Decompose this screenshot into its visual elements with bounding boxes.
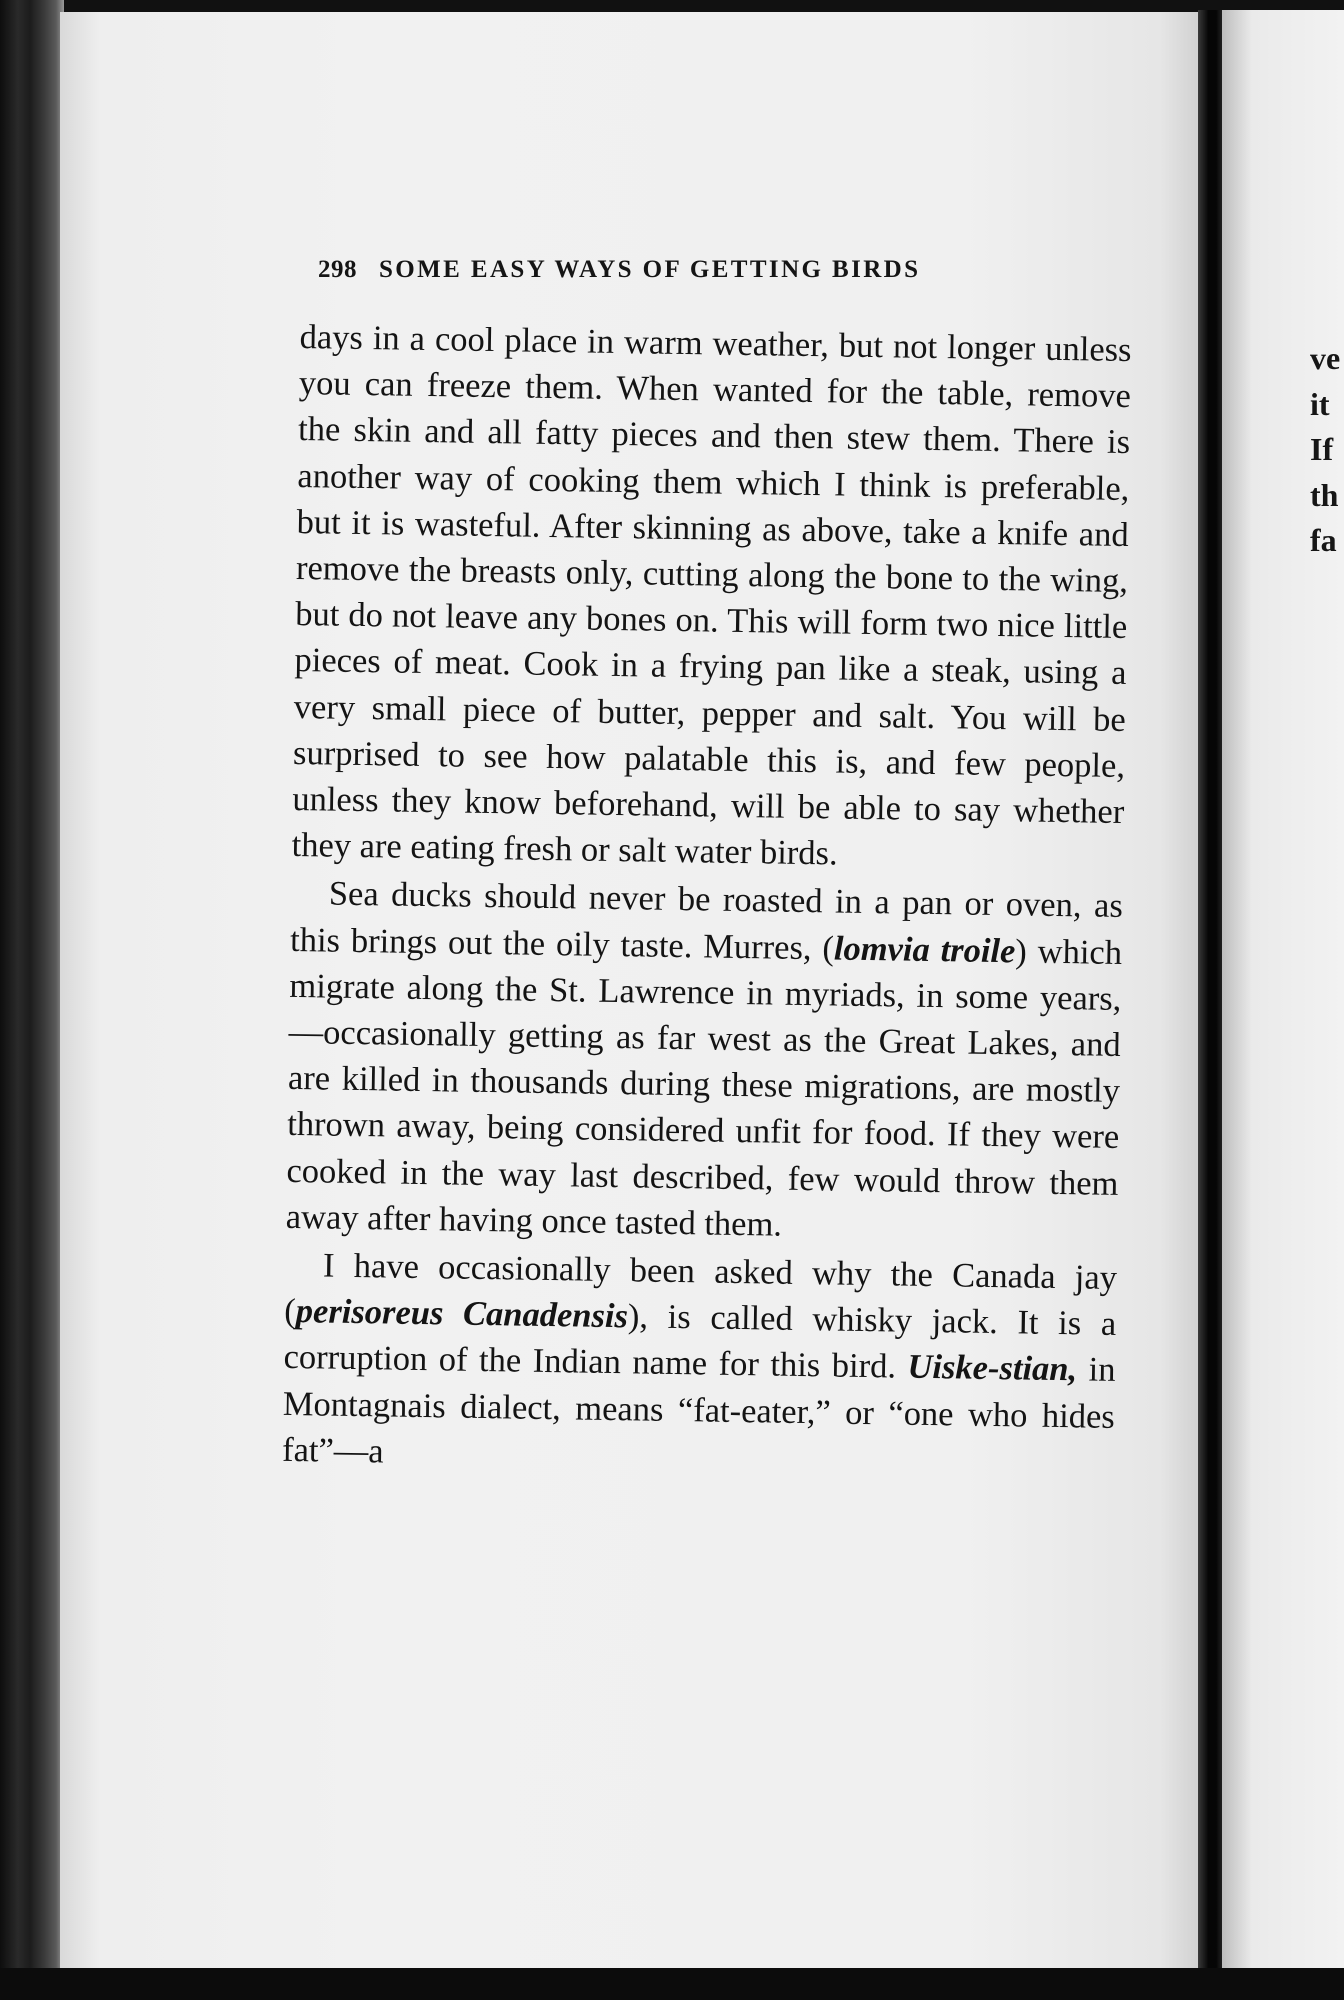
paragraph-text: ) which migrate along the St. Lawrence in myriads, in some years,—occasionally getting as far west as the Great Lakes, and are killed in thousands during these migrations, are mostly thrown away, being considered unfit for food. If they were cooked in the way last described, few would throw them away after having once tasted them. <box>285 931 1123 1244</box>
paragraph <box>282 1242 1118 1486</box>
next-page-text-fragments <box>1310 336 1344 564</box>
paragraph-text: days in a cool place in warm weather, but not longer unless you can freeze them. When wanted for the table, remove the skin and all fatty pieces and then stew them. There is another way of cooking them which I think is preferable, but it is wasteful. After skinning as above, take a knife and remove the breasts only, cutting along the bone to the wing, but do not leave any bones on. This will form two nice little pieces of meat. Cook in a frying pan like a steak, using a very small piece of butter, pepper and salt. You will be surprised to see how palatable this is, and few people, unless they know beforehand, will be able to say whether they are eating fresh or salt water birds. <box>291 317 1132 873</box>
species-name-italic: perisoreus Canadensis <box>295 1292 629 1336</box>
body-text <box>282 314 1132 1486</box>
paragraph-text: ), is called whisky jack. It is a corruption of the Indian name for this bird. <box>283 1297 1117 1387</box>
next-page-fragment: th <box>1310 476 1339 513</box>
paragraph-text: Sea ducks should never be roasted in a pan or oven, as this brings out the oily taste. Murres, ( <box>289 874 1124 968</box>
next-page-fragment: If <box>1310 431 1334 467</box>
running-head-title: SOME EASY WAYS OF GETTING BIRDS <box>379 256 921 283</box>
next-page-fragment: it <box>1310 385 1330 422</box>
next-page-fragment: ve <box>1310 340 1341 376</box>
species-name-italic: lomvia troile <box>833 929 1016 970</box>
indian-name-italic: Uiske-stian, <box>907 1348 1078 1389</box>
page-number: 298 <box>318 256 357 283</box>
paragraph-text: in Montagnais dialect, means “fat-eater,” or “one who hides fat”—a <box>281 1350 1116 1471</box>
paragraph <box>291 314 1132 881</box>
scan-bottom-edge <box>0 1968 1344 2000</box>
paragraph-text: I have occasionally been asked why the Canada jay ( <box>284 1246 1118 1331</box>
page-gutter-shadow <box>1198 10 1224 2000</box>
book-spine-edge <box>0 0 64 2000</box>
next-page-fragment: fa <box>1310 522 1337 558</box>
running-head <box>318 256 1078 288</box>
paragraph <box>285 870 1123 1253</box>
book-page-next <box>1222 10 1344 1968</box>
